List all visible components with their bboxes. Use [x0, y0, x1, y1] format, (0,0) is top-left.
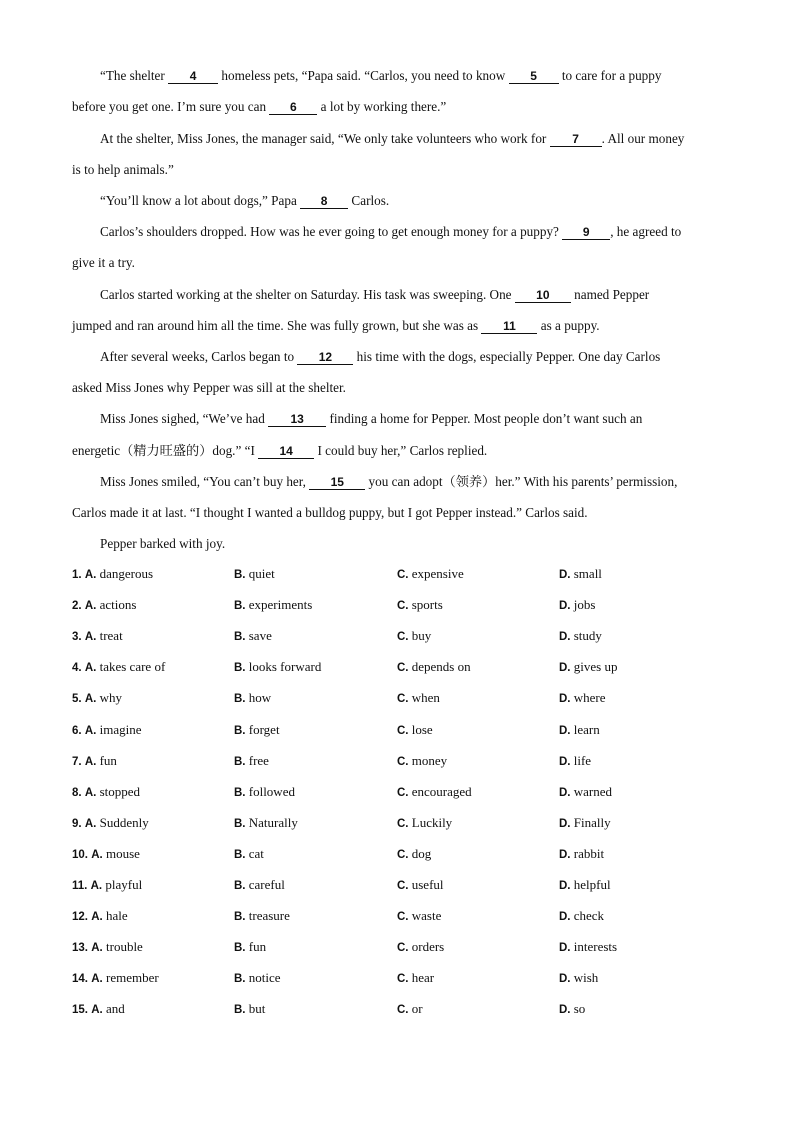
option-text: fun [248, 939, 267, 955]
option-b[interactable] [234, 722, 280, 738]
option-letter: B. [234, 1004, 246, 1017]
passage-text: “You’ll know a lot about dogs,” Papa [100, 193, 301, 208]
option-text: fun [99, 752, 117, 768]
option-b[interactable] [234, 690, 271, 706]
option-text: helpful [573, 877, 611, 892]
question-row [0, 597, 794, 617]
option-letter: A. [91, 848, 103, 861]
option-text: takes care of [99, 659, 166, 675]
option-letter: C. [397, 786, 409, 799]
question-row [0, 753, 794, 773]
option-d[interactable] [559, 690, 606, 706]
option-text: imagine [99, 721, 142, 737]
option-b[interactable] [234, 939, 266, 955]
option-letter: B. [234, 942, 246, 955]
question-row [0, 846, 794, 866]
option-a[interactable] [72, 690, 122, 706]
passage-text: his time with the dogs, especially Pepper. One day Carlos [353, 349, 661, 364]
option-a[interactable] [72, 753, 117, 769]
option-text: or [411, 1001, 423, 1017]
blank-13: 13 [268, 412, 326, 427]
option-b[interactable] [234, 753, 269, 769]
blank-11: 11 [481, 319, 537, 334]
option-d[interactable] [559, 753, 591, 769]
option-letter: A. [84, 662, 97, 675]
option-letter: A. [91, 942, 103, 955]
option-letter: D. [559, 662, 571, 675]
option-d[interactable] [559, 597, 595, 613]
option-c[interactable] [397, 1001, 423, 1017]
option-text: sports [411, 597, 443, 613]
passage-line-9 [72, 317, 600, 335]
option-d[interactable] [559, 846, 604, 862]
option-d[interactable] [559, 908, 604, 924]
passage-text: to care for a puppy [558, 68, 662, 83]
option-letter: D. [559, 724, 571, 737]
option-text: why [99, 690, 122, 706]
option-letter: B. [234, 662, 246, 675]
option-text: cat [248, 845, 264, 861]
option-text: hear [411, 970, 435, 986]
option-a[interactable] [72, 908, 128, 924]
passage-text: Carlos made it at last. “I thought I wanted a bulldog puppy, but I got Pepper instead.” Carlos said. [72, 505, 588, 520]
passage-line-7 [72, 254, 135, 272]
option-c[interactable] [397, 815, 452, 831]
option-letter: A. [84, 817, 97, 830]
option-a[interactable] [72, 597, 136, 613]
option-text: and [106, 1001, 125, 1017]
question-row [0, 628, 794, 648]
option-letter: A. [91, 973, 103, 986]
passage-text: , he agreed to [610, 224, 682, 239]
passage-line-13 [72, 442, 487, 460]
question-number: 4. [72, 662, 82, 675]
option-letter: D. [559, 600, 571, 613]
blank-9: 9 [562, 225, 610, 240]
passage-text: a lot by working there.” [317, 99, 447, 114]
question-row [0, 659, 794, 679]
option-d[interactable] [559, 659, 617, 675]
question-number: 1. [72, 569, 82, 581]
passage-text: you can adopt（领养）her.” With his parents’ permission, [365, 474, 678, 489]
option-a[interactable] [72, 784, 140, 800]
passage-text: . All our money [601, 131, 685, 146]
option-letter: A. [84, 693, 97, 706]
passage-text: At the shelter, Miss Jones, the manager said, “We only take volunteers who work for [100, 131, 550, 146]
option-c[interactable] [397, 784, 472, 800]
question-number: 13. [72, 942, 88, 955]
option-text: free [248, 752, 269, 768]
option-text: Finally [573, 814, 611, 830]
question-number: 12. [72, 911, 88, 924]
option-text: followed [248, 783, 295, 799]
question-number: 6. [72, 724, 82, 737]
option-text: careful [248, 877, 285, 892]
question-number: 11. [72, 880, 88, 892]
option-letter: D. [559, 755, 571, 768]
option-text: waste [411, 908, 442, 924]
option-text: dog [411, 845, 432, 861]
option-text: buy [411, 628, 432, 644]
passage-line-5 [100, 192, 389, 210]
option-text: Naturally [248, 814, 298, 830]
passage-text: Pepper barked with joy. [100, 536, 226, 551]
option-letter: B. [234, 600, 246, 613]
option-text: jobs [573, 597, 596, 613]
option-letter: A. [84, 631, 97, 644]
question-row [0, 722, 794, 742]
option-text: wish [573, 970, 599, 986]
passage-line-2 [72, 98, 446, 116]
option-text: Suddenly [99, 814, 149, 830]
question-row [0, 970, 794, 990]
option-text: money [411, 752, 448, 768]
passage-text: give it a try. [72, 255, 135, 270]
passage-text: Carlos. [348, 193, 390, 208]
option-text: mouse [106, 845, 140, 861]
option-b[interactable] [234, 846, 264, 862]
option-d[interactable] [559, 970, 598, 986]
option-text: actions [99, 597, 137, 613]
question-number: 14. [72, 973, 88, 986]
option-letter: D. [559, 569, 571, 581]
option-c[interactable] [397, 753, 447, 769]
question-row [0, 939, 794, 959]
blank-4: 4 [168, 69, 218, 84]
option-letter: C. [397, 973, 409, 986]
option-letter: A. [84, 569, 97, 581]
option-b[interactable] [234, 908, 290, 924]
option-text: life [573, 752, 592, 768]
option-text: depends on [411, 659, 471, 675]
passage-line-15 [72, 504, 588, 522]
question-row [0, 815, 794, 835]
option-letter: D. [559, 880, 571, 892]
option-text: trouble [106, 939, 143, 955]
option-a[interactable] [72, 846, 140, 862]
passage-line-3 [100, 130, 684, 148]
option-text: orders [411, 939, 445, 955]
option-a[interactable] [72, 877, 142, 893]
option-letter: D. [559, 973, 571, 986]
blank-15: 15 [309, 475, 365, 490]
option-text: forget [248, 721, 280, 737]
option-text: looks forward [248, 659, 322, 675]
blank-6: 6 [269, 100, 317, 115]
passage-line-16 [100, 535, 225, 553]
passage-text: finding a home for Pepper. Most people don’t want such an [326, 411, 643, 426]
option-letter: C. [397, 1004, 409, 1017]
passage-line-11 [72, 379, 346, 397]
option-letter: D. [559, 911, 571, 924]
option-text: gives up [573, 659, 618, 675]
option-text: warned [573, 783, 613, 799]
option-c[interactable] [397, 970, 434, 986]
option-a[interactable] [72, 970, 159, 986]
option-text: encouraged [411, 783, 472, 799]
option-text: rabbit [573, 845, 605, 861]
passage-text: “The shelter [100, 68, 169, 83]
option-d[interactable] [559, 784, 612, 800]
option-d[interactable] [559, 815, 611, 831]
passage-text: asked Miss Jones why Pepper was sill at the shelter. [72, 380, 346, 395]
option-letter: A. [90, 880, 103, 892]
option-letter: D. [559, 786, 571, 799]
option-letter: B. [234, 693, 246, 706]
blank-14: 14 [258, 444, 314, 459]
passage-text: Miss Jones sighed, “We’ve had [100, 411, 269, 426]
option-a[interactable] [72, 566, 153, 582]
option-letter: D. [559, 1004, 571, 1017]
option-text: interests [573, 939, 618, 955]
option-letter: C. [397, 693, 409, 706]
option-text: experiments [248, 597, 313, 613]
option-d[interactable] [559, 939, 617, 955]
option-letter: B. [234, 911, 246, 924]
question-row [0, 566, 794, 586]
option-text: but [248, 1001, 266, 1017]
passage-line-4 [72, 161, 174, 179]
option-b[interactable] [234, 815, 298, 831]
blank-7: 7 [550, 132, 602, 147]
question-row [0, 908, 794, 928]
question-number: 15. [72, 1004, 88, 1017]
passage-text: Carlos’s shoulders dropped. How was he ever going to get enough money for a puppy? [100, 224, 563, 239]
option-letter: A. [91, 911, 103, 924]
passage-text: After several weeks, Carlos began to [100, 349, 298, 364]
option-letter: A. [84, 724, 97, 737]
passage-line-6 [100, 223, 681, 241]
option-c[interactable] [397, 939, 444, 955]
passage-text: as a puppy. [537, 318, 600, 333]
option-c[interactable] [397, 628, 431, 644]
passage-text: Carlos started working at the shelter on Saturday. His task was sweeping. One [100, 287, 515, 302]
option-a[interactable] [72, 628, 123, 644]
option-text: remember [106, 970, 159, 986]
option-letter: C. [397, 942, 409, 955]
option-text: notice [248, 970, 281, 986]
option-letter: D. [559, 942, 571, 955]
option-text: where [573, 690, 606, 706]
option-c[interactable] [397, 908, 441, 924]
option-d[interactable] [559, 722, 600, 738]
option-d[interactable] [559, 877, 611, 893]
option-c[interactable] [397, 659, 471, 675]
option-letter: C. [397, 880, 409, 892]
passage-text: I could buy her,” Carlos replied. [314, 443, 488, 458]
passage-text: Miss Jones smiled, “You can’t buy her, [100, 474, 310, 489]
option-a[interactable] [72, 722, 141, 738]
option-text: useful [411, 877, 444, 892]
option-text: when [411, 690, 440, 706]
option-c[interactable] [397, 690, 440, 706]
passage-line-14 [100, 473, 677, 491]
question-number: 8. [72, 786, 82, 799]
passage-text: before you get one. I’m sure you can [72, 99, 270, 114]
option-letter: C. [397, 662, 409, 675]
question-number: 5. [72, 693, 82, 706]
option-text: hale [106, 908, 128, 924]
question-number: 2. [72, 600, 82, 613]
question-number: 7. [72, 755, 82, 768]
question-row [0, 877, 794, 897]
option-letter: C. [397, 848, 409, 861]
option-a[interactable] [72, 659, 165, 675]
option-text: treat [99, 628, 123, 644]
option-b[interactable] [234, 970, 281, 986]
option-text: treasure [248, 908, 290, 924]
option-text: dangerous [99, 566, 154, 581]
passage-line-10 [100, 348, 660, 366]
option-text: stopped [99, 783, 141, 799]
option-text: check [573, 908, 605, 924]
option-d[interactable] [559, 628, 602, 644]
option-text: save [248, 628, 272, 644]
option-letter: B. [234, 631, 246, 644]
option-c[interactable] [397, 846, 431, 862]
option-a[interactable] [72, 1001, 125, 1017]
question-number: 3. [72, 631, 82, 644]
option-text: so [573, 1001, 586, 1017]
option-text: Luckily [411, 814, 453, 830]
option-b[interactable] [234, 566, 275, 582]
option-letter: C. [397, 569, 409, 581]
option-b[interactable] [234, 877, 285, 893]
option-letter: B. [234, 755, 246, 768]
option-letter: B. [234, 817, 246, 830]
option-letter: C. [397, 600, 409, 613]
blank-12: 12 [297, 350, 353, 365]
question-number: 9. [72, 817, 82, 830]
option-text: study [573, 628, 602, 644]
option-letter: B. [234, 569, 246, 581]
option-b[interactable] [234, 659, 321, 675]
option-letter: A. [84, 755, 97, 768]
passage-line-1 [100, 67, 661, 85]
option-letter: B. [234, 880, 246, 892]
option-c[interactable] [397, 722, 433, 738]
option-a[interactable] [72, 815, 149, 831]
option-b[interactable] [234, 784, 295, 800]
option-letter: A. [84, 786, 97, 799]
option-c[interactable] [397, 566, 464, 582]
option-d[interactable] [559, 1001, 585, 1017]
option-b[interactable] [234, 597, 312, 613]
option-c[interactable] [397, 597, 443, 613]
option-letter: B. [234, 786, 246, 799]
option-text: how [248, 690, 272, 706]
question-number: 10. [72, 848, 88, 861]
option-letter: D. [559, 848, 571, 861]
option-text: playful [105, 877, 143, 892]
option-letter: D. [559, 817, 571, 830]
option-text: learn [573, 721, 600, 737]
passage-text: named Pepper [570, 287, 650, 302]
passage-text: energetic（精力旺盛的）dog.” “I [72, 443, 259, 458]
question-row [0, 1001, 794, 1021]
option-text: lose [411, 721, 433, 737]
passage-text: homeless pets, “Papa said. “Carlos, you need to know [218, 68, 509, 83]
option-letter: C. [397, 724, 409, 737]
option-letter: A. [84, 600, 97, 613]
passage-line-8 [100, 286, 649, 304]
option-d[interactable] [559, 566, 602, 582]
blank-8: 8 [300, 194, 348, 209]
option-letter: C. [397, 755, 409, 768]
option-letter: A. [91, 1004, 103, 1017]
option-c[interactable] [397, 877, 444, 893]
option-letter: B. [234, 848, 246, 861]
passage-text: is to help animals.” [72, 162, 174, 177]
option-letter: C. [397, 631, 409, 644]
option-b[interactable] [234, 628, 272, 644]
passage-text: jumped and ran around him all the time. She was fully grown, but she was as [72, 318, 482, 333]
option-letter: C. [397, 817, 409, 830]
option-b[interactable] [234, 1001, 265, 1017]
option-letter: D. [559, 693, 571, 706]
question-row [0, 690, 794, 710]
option-letter: B. [234, 724, 246, 737]
option-letter: B. [234, 973, 246, 986]
option-text: quiet [248, 566, 275, 581]
option-letter: D. [559, 631, 571, 644]
option-letter: C. [397, 911, 409, 924]
blank-5: 5 [509, 69, 559, 84]
option-text: small [573, 566, 602, 581]
blank-10: 10 [515, 288, 571, 303]
option-a[interactable] [72, 939, 143, 955]
passage-line-12 [100, 410, 642, 428]
option-text: expensive [411, 566, 464, 581]
question-row [0, 784, 794, 804]
